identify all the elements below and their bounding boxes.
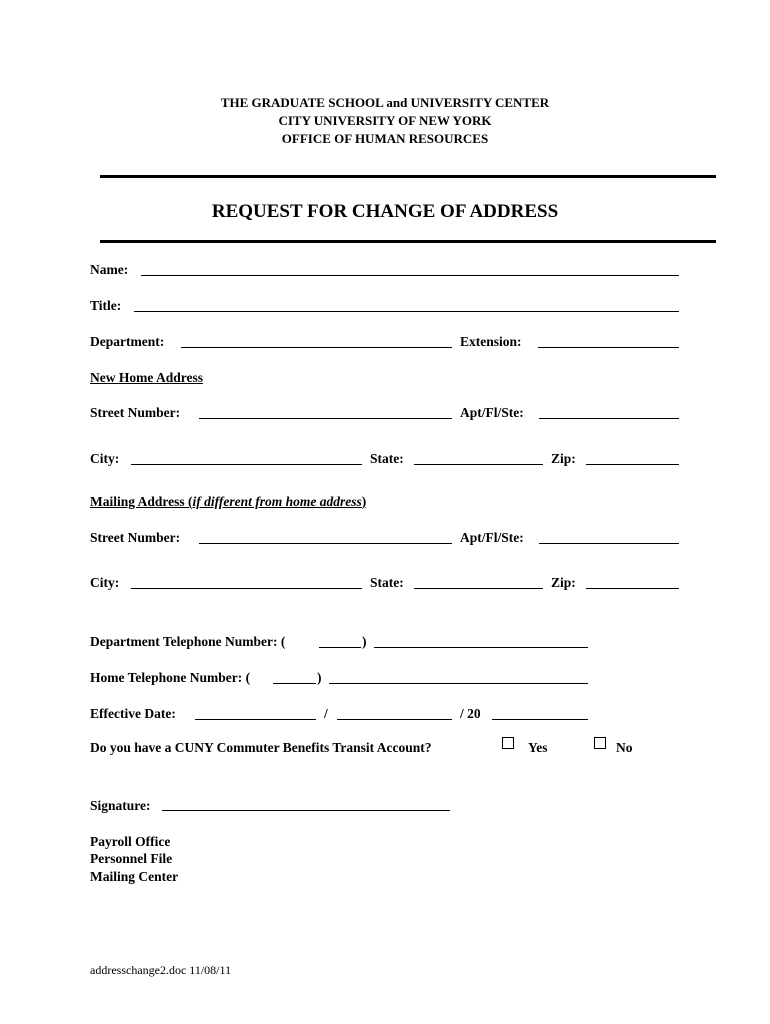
signature-label: Signature: bbox=[90, 798, 151, 813]
commuter-yes-label: Yes bbox=[528, 740, 548, 755]
dept-phone-close-paren: ) bbox=[362, 634, 367, 649]
header-line-3: OFFICE OF HUMAN RESOURCES bbox=[281, 131, 489, 146]
home-apt-label: Apt/Fl/Ste: bbox=[460, 405, 524, 420]
mailing-city-label: City: bbox=[90, 575, 120, 590]
commuter-no-checkbox[interactable] bbox=[594, 737, 606, 749]
dept-phone-label: Department Telephone Number: ( bbox=[90, 634, 286, 649]
home-phone-area-field[interactable] bbox=[273, 683, 316, 684]
home-city-label: City: bbox=[90, 451, 120, 466]
name-field[interactable] bbox=[141, 275, 679, 276]
mailing-apt-field[interactable] bbox=[539, 543, 679, 544]
home-street-field[interactable] bbox=[199, 418, 452, 419]
distribution-payroll: Payroll Office bbox=[90, 834, 171, 849]
home-apt-field[interactable] bbox=[539, 418, 679, 419]
home-city-field[interactable] bbox=[131, 464, 362, 465]
distribution-personnel: Personnel File bbox=[90, 851, 173, 866]
effective-year-field[interactable] bbox=[492, 719, 588, 720]
effective-day-field[interactable] bbox=[337, 719, 452, 720]
department-label: Department: bbox=[90, 334, 165, 349]
mailing-address-heading: Mailing Address (if different from home address) bbox=[90, 494, 367, 509]
header-line-1: THE GRADUATE SCHOOL and UNIVERSITY CENTER bbox=[220, 95, 550, 110]
home-phone-close-paren: ) bbox=[317, 670, 322, 685]
home-address-heading: New Home Address bbox=[90, 370, 203, 385]
mailing-apt-label: Apt/Fl/Ste: bbox=[460, 530, 524, 545]
title-field[interactable] bbox=[134, 311, 679, 312]
extension-label: Extension: bbox=[460, 334, 522, 349]
commuter-no-label: No bbox=[616, 740, 633, 755]
name-label: Name: bbox=[90, 262, 129, 277]
home-zip-field[interactable] bbox=[586, 464, 679, 465]
effective-month-field[interactable] bbox=[195, 719, 316, 720]
commuter-yes-checkbox[interactable] bbox=[502, 737, 514, 749]
home-state-label: State: bbox=[370, 451, 404, 466]
commuter-question: Do you have a CUNY Commuter Benefits Transit Account? bbox=[90, 740, 432, 755]
mailing-street-label: Street Number: bbox=[90, 530, 181, 545]
dept-phone-number-field[interactable] bbox=[374, 647, 588, 648]
mailing-state-field[interactable] bbox=[414, 588, 543, 589]
mailing-zip-label: Zip: bbox=[551, 575, 576, 590]
signature-field[interactable] bbox=[162, 810, 450, 811]
mailing-city-field[interactable] bbox=[131, 588, 362, 589]
title-rule bbox=[100, 240, 716, 243]
home-state-field[interactable] bbox=[414, 464, 543, 465]
mailing-zip-field[interactable] bbox=[586, 588, 679, 589]
effective-date-label: Effective Date: bbox=[90, 706, 176, 721]
home-street-label: Street Number: bbox=[90, 405, 181, 420]
mailing-address-note: if different from home address bbox=[192, 494, 362, 509]
form-title: REQUEST FOR CHANGE OF ADDRESS bbox=[211, 201, 559, 222]
title-label: Title: bbox=[90, 298, 122, 313]
mailing-street-field[interactable] bbox=[199, 543, 452, 544]
department-field[interactable] bbox=[181, 347, 452, 348]
distribution-mailing: Mailing Center bbox=[90, 869, 179, 884]
footer-doc-id: addresschange2.doc 11/08/11 bbox=[90, 963, 232, 977]
home-zip-label: Zip: bbox=[551, 451, 576, 466]
effective-slash-1: / bbox=[324, 706, 328, 721]
header-line-2: CITY UNIVERSITY OF NEW YORK bbox=[278, 113, 492, 128]
extension-field[interactable] bbox=[538, 347, 679, 348]
mailing-state-label: State: bbox=[370, 575, 404, 590]
top-rule bbox=[100, 175, 716, 178]
effective-slash-2: / 20 bbox=[460, 706, 481, 721]
home-phone-number-field[interactable] bbox=[329, 683, 588, 684]
dept-phone-area-field[interactable] bbox=[319, 647, 361, 648]
home-phone-label: Home Telephone Number: ( bbox=[90, 670, 251, 685]
